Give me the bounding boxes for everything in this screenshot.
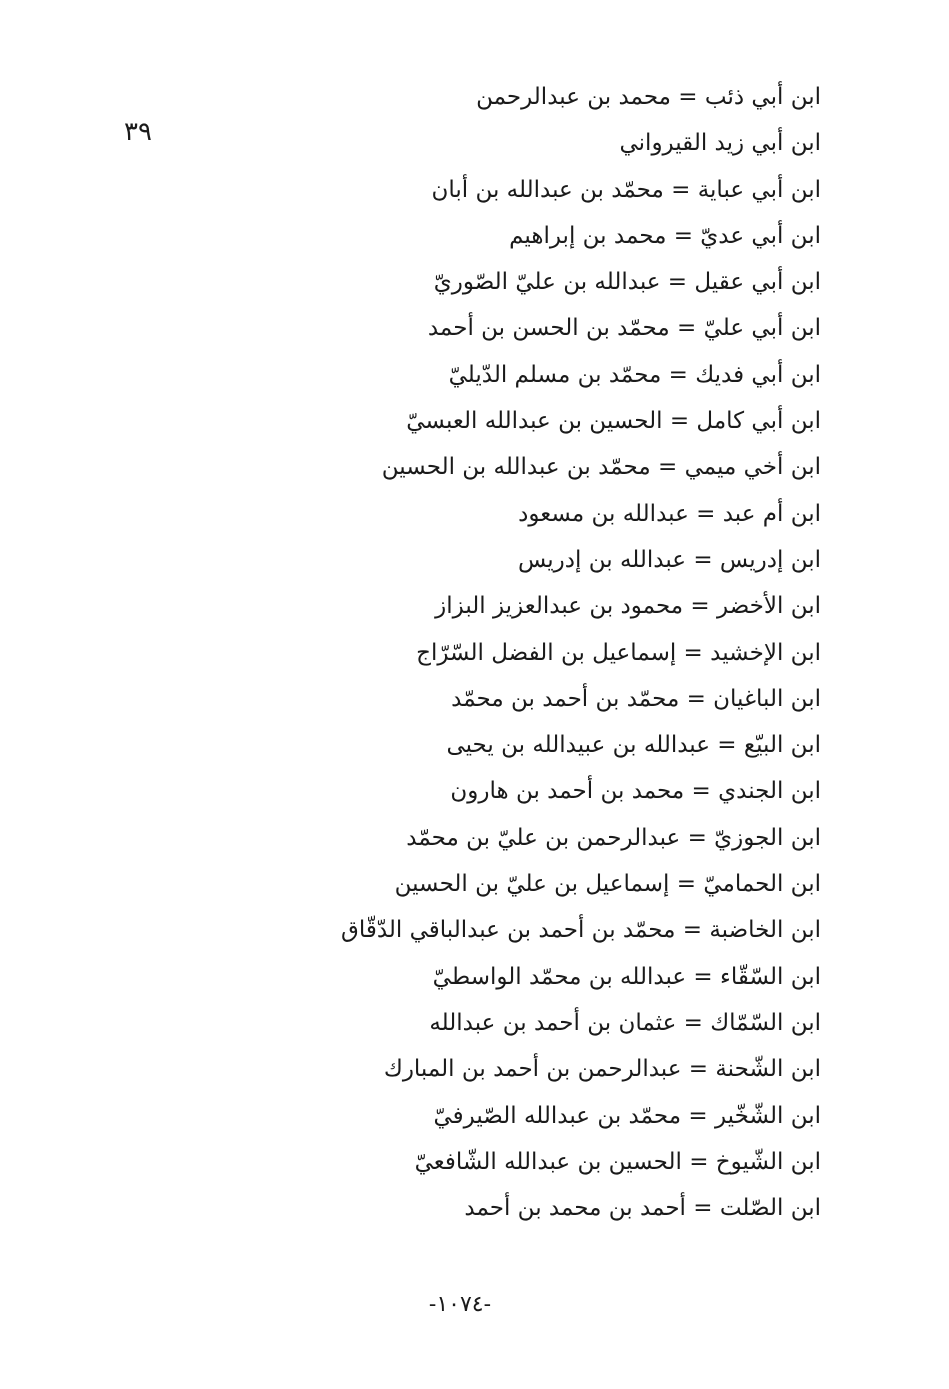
entry-list	[261, 74, 821, 1231]
page-number: -١٠٧٤-	[428, 1292, 492, 1317]
list-item: ابن أبي عديّ = محمد بن إبراهيم	[509, 222, 821, 249]
list-item: ابن أبي ذئب = محمد بن عبدالرحمن	[476, 84, 821, 110]
page-marker: ٣٩	[124, 117, 152, 147]
list-item: ابن الجندي = محمد بن أحمد بن هارون	[450, 778, 821, 805]
list-item: ابن الإخشيد = إسماعيل بن الفضل السّرّاج	[416, 639, 821, 666]
list-item: ابن الشّحنة = عبدالرحمن بن أحمد بن المبارك	[383, 1056, 821, 1083]
list-item: ابن أم عبد = عبدالله بن مسعود	[518, 500, 821, 527]
list-item: ابن أبي عليّ = محمّد بن الحسن بن أحمد	[427, 315, 821, 342]
list-item: ابن الشّخّير = محمّد بن عبدالله الصّيرفيّ	[433, 1102, 821, 1129]
list-item: ابن الحماميّ = إسماعيل بن عليّ بن الحسين	[394, 871, 821, 898]
list-item: ابن الجوزيّ = عبدالرحمن بن عليّ بن محمّد	[406, 824, 821, 851]
list-item: ابن أبي كامل = الحسين بن عبدالله العبسيّ	[406, 408, 821, 435]
list-item: ابن الأخضر = محمود بن عبدالعزيز البزاز	[435, 593, 821, 620]
list-item: ابن أخي ميمي = محمّد بن عبدالله بن الحسين	[381, 454, 821, 481]
list-item: ابن الشّيوخ = الحسين بن عبدالله الشّافعيّ	[414, 1148, 821, 1175]
list-item: ابن السّمّاك = عثمان بن أحمد بن عبدالله	[429, 1009, 821, 1036]
list-item: ابن البيّع = عبدالله بن عبيدالله بن يحيى	[446, 732, 821, 759]
list-item: ابن أبي زيد القيرواني	[619, 130, 821, 157]
list-item: ابن أبي عقيل = عبدالله بن عليّ الصّوريّ	[433, 269, 821, 296]
list-item: ابن إدريس = عبدالله بن إدريس	[517, 546, 821, 573]
list-item: ابن الباغيان = محمّد بن أحمد بن محمّد	[451, 685, 821, 712]
list-item: ابن أبي فديك = محمّد بن مسلم الدّيليّ	[448, 361, 821, 388]
list-item: ابن السّقّاء = عبدالله بن محمّد الواسطيّ	[432, 963, 821, 990]
list-item: ابن الصّلت = أحمد بن محمد بن أحمد	[464, 1195, 821, 1222]
list-item: ابن أبي عباية = محمّد بن عبدالله بن أبان	[431, 176, 821, 203]
list-item: ابن الخاضبة = محمّد بن أحمد بن عبدالباقي الدّقّاق	[340, 917, 821, 944]
